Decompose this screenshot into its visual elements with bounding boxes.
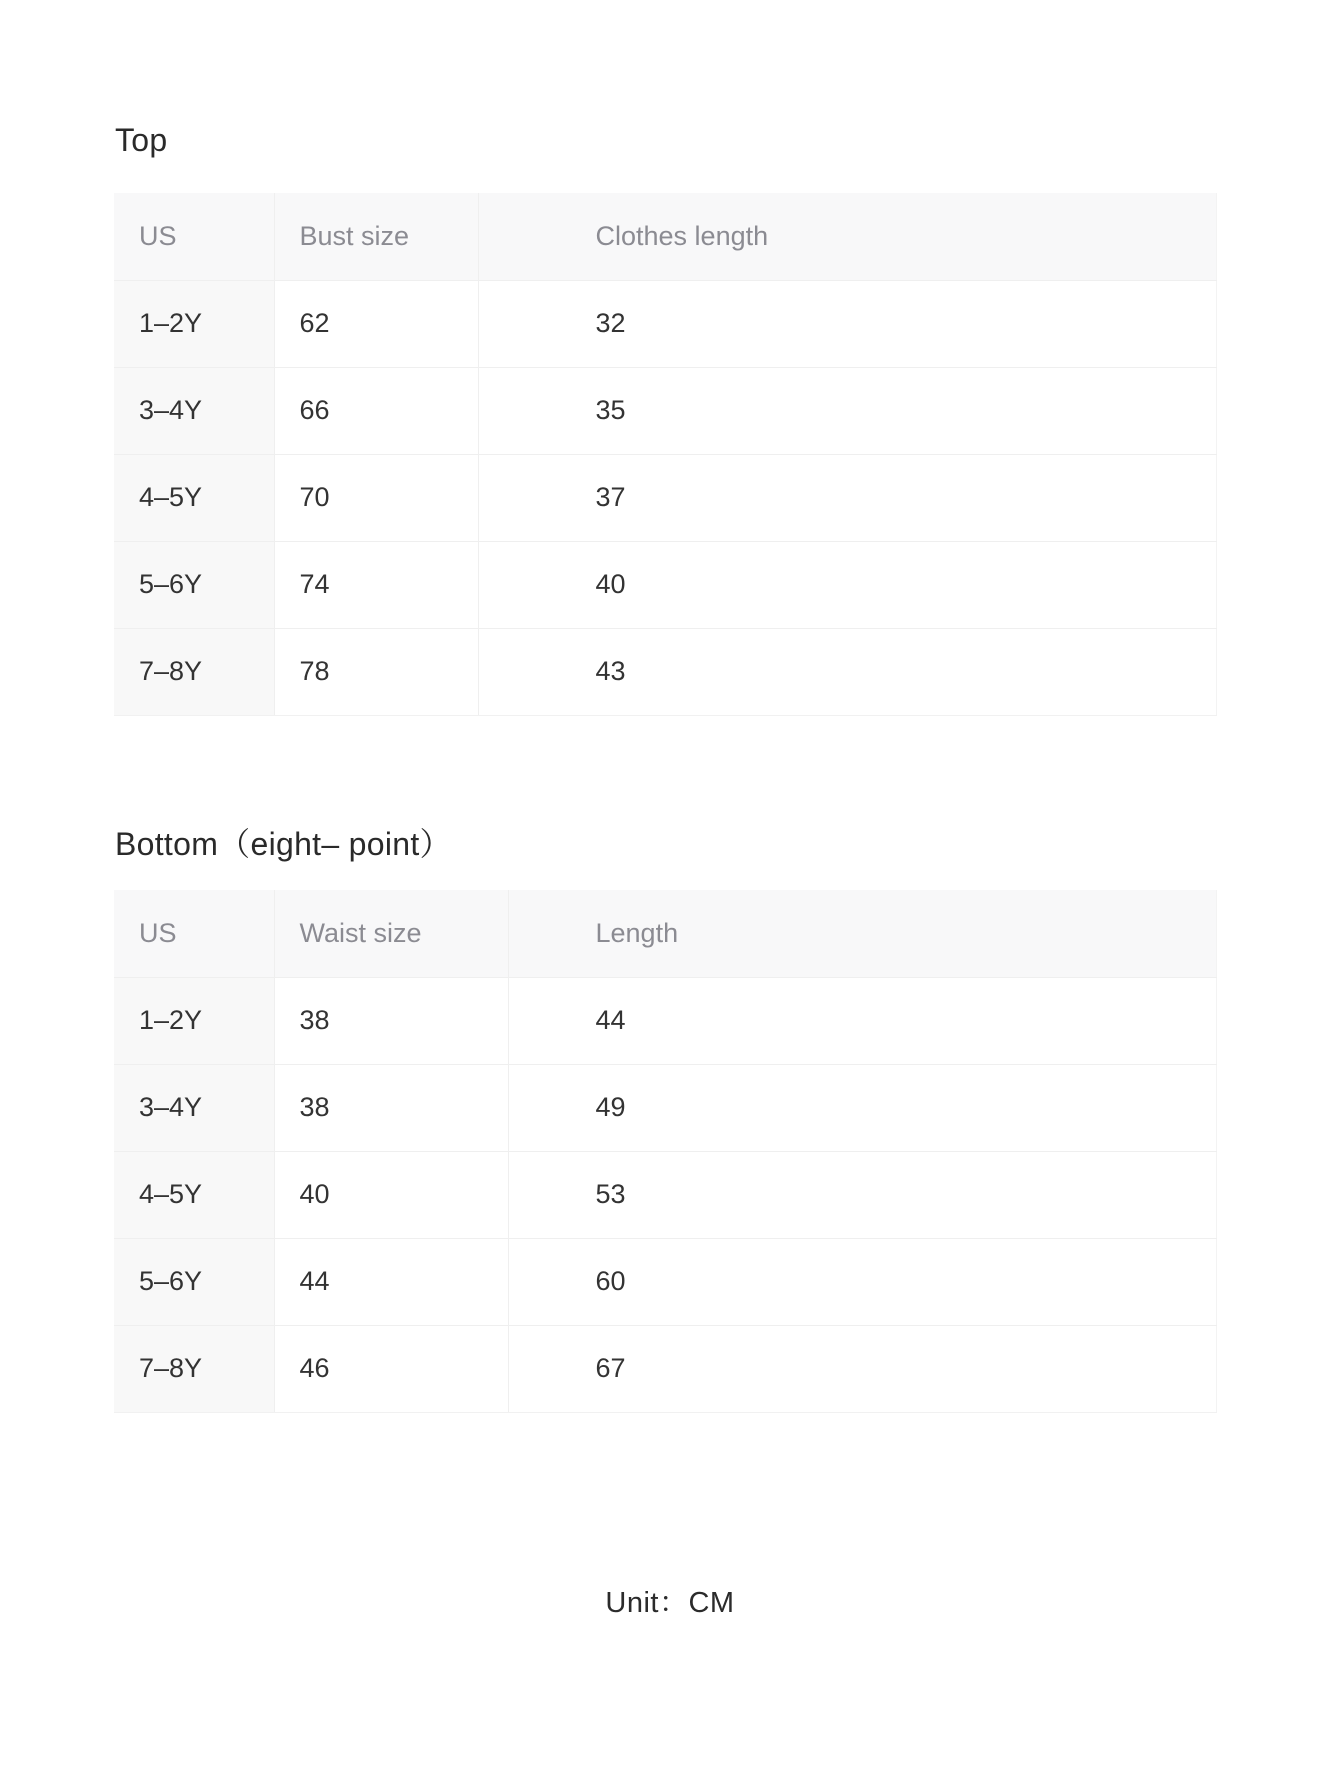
bust-size-cell: 70: [274, 454, 478, 541]
header-us: US: [114, 890, 274, 977]
table-row: [114, 541, 1216, 628]
bust-size-cell: 66: [274, 367, 478, 454]
bottom-section-title: Bottom（eight– point）: [115, 826, 452, 862]
header-length: Length: [508, 890, 1216, 977]
top-size-table: [114, 193, 1217, 716]
table-row: [114, 367, 1216, 454]
bust-size-cell: 62: [274, 280, 478, 367]
clothes-length-cell: 43: [478, 628, 1216, 715]
bottom-size-table: [114, 890, 1217, 1413]
clothes-length-cell: 35: [478, 367, 1216, 454]
table-row: [114, 1064, 1216, 1151]
bust-size-cell: 74: [274, 541, 478, 628]
us-size-cell: 1–2Y: [114, 977, 274, 1064]
table-row: [114, 628, 1216, 715]
length-cell: 67: [508, 1325, 1216, 1412]
us-size-cell: 3–4Y: [114, 1064, 274, 1151]
clothes-length-cell: 40: [478, 541, 1216, 628]
waist-size-cell: 44: [274, 1238, 508, 1325]
us-size-cell: 5–6Y: [114, 1238, 274, 1325]
length-cell: 44: [508, 977, 1216, 1064]
waist-size-cell: 40: [274, 1151, 508, 1238]
table-row: [114, 280, 1216, 367]
waist-size-cell: 46: [274, 1325, 508, 1412]
us-size-cell: 1–2Y: [114, 280, 274, 367]
waist-size-cell: 38: [274, 1064, 508, 1151]
header-clothes-length: Clothes length: [478, 193, 1216, 280]
us-size-cell: 4–5Y: [114, 454, 274, 541]
length-cell: 60: [508, 1238, 1216, 1325]
top-section-title: Top: [115, 122, 168, 158]
us-size-cell: 7–8Y: [114, 1325, 274, 1412]
length-cell: 49: [508, 1064, 1216, 1151]
clothes-length-cell: 32: [478, 280, 1216, 367]
table-row: [114, 1325, 1216, 1412]
clothes-length-cell: 37: [478, 454, 1216, 541]
table-row: [114, 454, 1216, 541]
header-us: US: [114, 193, 274, 280]
table-row: [114, 977, 1216, 1064]
us-size-cell: 7–8Y: [114, 628, 274, 715]
table-header-row: [114, 890, 1216, 977]
waist-size-cell: 38: [274, 977, 508, 1064]
bust-size-cell: 78: [274, 628, 478, 715]
us-size-cell: 4–5Y: [114, 1151, 274, 1238]
us-size-cell: 5–6Y: [114, 541, 274, 628]
header-waist-size: Waist size: [274, 890, 508, 977]
unit-note: Unit：CM: [605, 1587, 735, 1619]
header-bust-size: Bust size: [274, 193, 478, 280]
table-row: [114, 1238, 1216, 1325]
table-header-row: [114, 193, 1216, 280]
us-size-cell: 3–4Y: [114, 367, 274, 454]
length-cell: 53: [508, 1151, 1216, 1238]
table-row: [114, 1151, 1216, 1238]
